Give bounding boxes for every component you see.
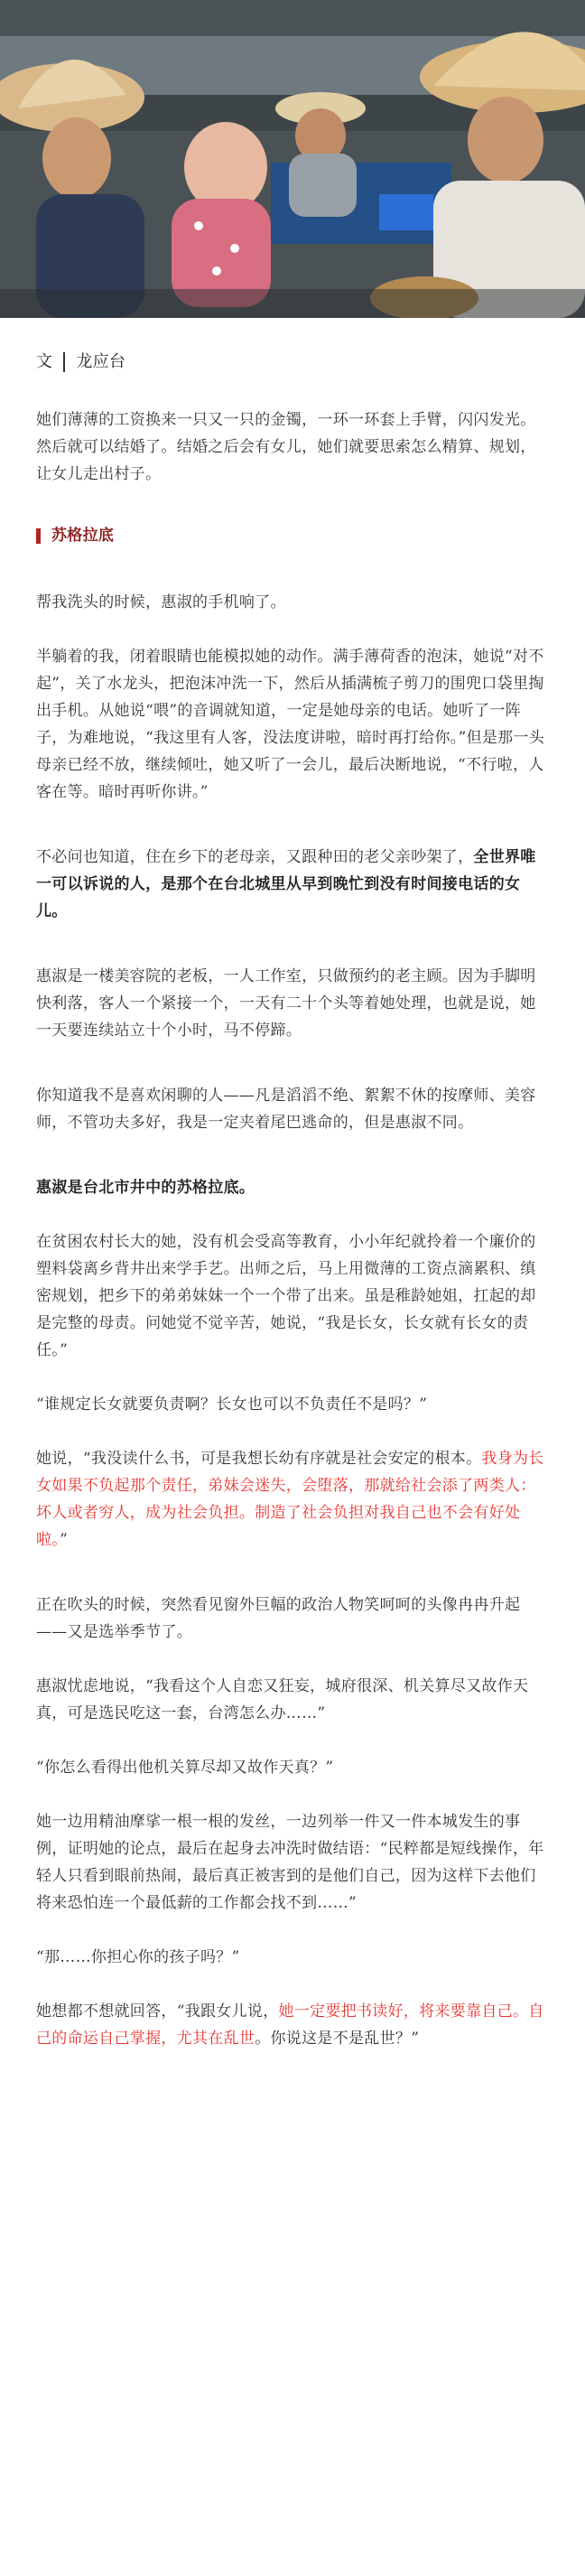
paragraph-3: [36, 844, 545, 925]
paragraph-9-text: 她说，“我没读什么书，可是我想长幼有序就是社会安定的根本。: [36, 1450, 482, 1468]
paragraph-3-emphasis: 全世界唯一可以诉说的人，是那个在台北城里从早到晚忙到没有时间接电话的女儿。: [36, 848, 536, 920]
header-photo: [0, 0, 585, 318]
section-heading: [36, 522, 545, 549]
byline-prefix: 文: [36, 352, 53, 371]
paragraph-12: “你怎么看得出他机关算尽却又故作天真？”: [36, 1759, 334, 1777]
paragraph-9: [36, 1445, 545, 1554]
section-bar-marker: [36, 528, 41, 544]
byline-divider: [63, 352, 65, 372]
paragraph-15-text: 她想都不想就回答，“我跟女儿说，: [36, 2002, 279, 2021]
paragraph-8: “谁规定长女就要负责啊？长女也可以不负责任不是吗？”: [36, 1395, 428, 1414]
section-title: 苏格拉底: [51, 527, 115, 545]
paragraph-15: [36, 1998, 545, 2052]
byline: [36, 349, 545, 376]
paragraph-11: 惠淑忧虑地说，“我看这个人自恋又狂妄，城府很深、机关算尽又故作天真，可是选民吃这一套，台湾怎么办……”: [36, 1677, 529, 1722]
paragraph-6-heading: 惠淑是台北市井中的苏格拉底。: [36, 1179, 255, 1197]
paragraph-4: 惠淑是一楼美容院的老板，一人工作室，只做预约的老主顾。因为手脚明快利落，客人一个紧接一个，一天有二十个头等着她处理，也就是说，她一天要连续站立十个小时，马不停蹄。: [36, 967, 536, 1040]
article-body: [0, 349, 585, 2052]
paragraph-10: 正在吹头的时候，突然看见窗外巨幅的政治人物笑呵呵的头像冉冉升起——又是选举季节了。: [36, 1596, 521, 1641]
paragraph-7: 在贫困农村长大的她，没有机会受高等教育，小小年纪就拎着一个廉价的塑料袋离乡背井出来学手艺。出师之后，马上用微薄的工资点滴累积、缜密规划，把乡下的弟弟妹妹一个一个带了出来。虽是稚龄她姐，扛起的却是完整的母责。问她觉不觉辛苦，她说，“我是长女，长女就有长女的责任。”: [36, 1233, 536, 1359]
paragraph-9-highlight: 我身为长女如果不负起那个责任，弟妹会迷失，会堕落，那就给社会添了两类人：坏人或者穷人，成为社会负担。制造了社会负担对我自己也不会有好处啦。: [36, 1450, 544, 1549]
paragraph-3-text: 不必问也知道，住在乡下的老母亲，又跟种田的老父亲吵架了，: [36, 848, 474, 866]
byline-author: 龙应台: [76, 352, 126, 371]
intro-paragraph: 她们薄薄的工资换来一只又一只的金镯，一环一环套上手臂，闪闪发光。然后就可以结婚了。结婚之后会有女儿，她们就要思索怎么精算、规划，让女儿走出村子。: [36, 411, 536, 483]
paragraph-13: 她一边用精油摩挲一根一根的发丝，一边列举一件又一件本城发生的事例，证明她的论点，最后在起身去冲洗时做结语：“民粹都是短线操作，年轻人只看到眼前热闹，最后真正被害到的是他们自己，因为这样下去他们将来恐怕连一个最低薪的工作都会找不到……”: [36, 1813, 544, 1912]
paragraph-14: “那……你担心你的孩子吗？”: [36, 1948, 240, 1966]
paragraph-5: 你知道我不是喜欢闲聊的人——凡是滔滔不绝、絮絮不休的按摩师、美容师，不管功夫多好，我是一定夹着尾巴逃命的，但是惠淑不同。: [36, 1087, 536, 1132]
paragraph-15-highlight: 她一定要把书读好，将来要靠自己。自己的命运自己掌握，尤其在乱世: [36, 2002, 544, 2048]
paragraph-2: 半躺着的我，闭着眼睛也能模拟她的动作。满手薄荷香的泡沫，她说“对不起”，关了水龙头，把泡沫冲洗一下，然后从插满梳子剪刀的围兜口袋里掏出手机。从她说“喂”的音调就知道，一定是她母亲的电话。她听了一阵子，为难地说，“我这里有人客，没法度讲啦，暗时再打给你。”但是那一头母亲已经不放，继续倾吐，她又听了一会儿，最后决断地说，“不行啦，人客在等。暗时再听你讲。”: [36, 648, 545, 801]
paragraph-15-close: 。你说这是不是乱世？”: [255, 2030, 420, 2048]
photo-illustration: [0, 0, 585, 318]
paragraph-9-close: ”: [60, 1531, 69, 1549]
paragraph-1: 帮我洗头的时候，惠淑的手机响了。: [36, 593, 286, 611]
